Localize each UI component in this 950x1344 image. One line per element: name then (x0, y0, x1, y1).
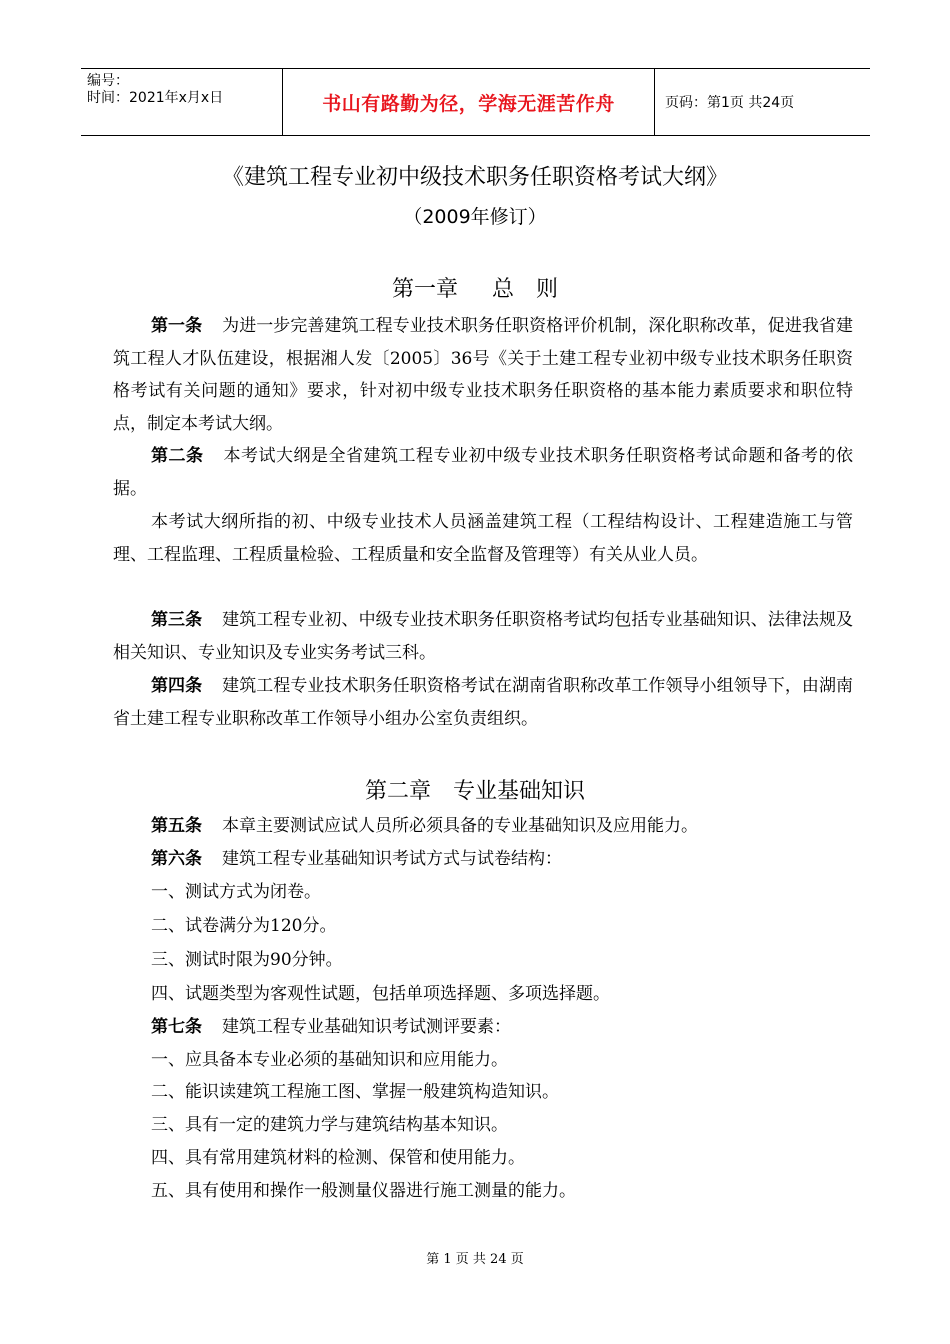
article-7 (151, 1015, 851, 1039)
list-item: 三、测试时限为90分钟。 (151, 950, 343, 970)
document-number: 编号： (87, 73, 129, 89)
list-item: 四、试题类型为客观性试题，包括单项选择题、多项选择题。 (151, 984, 610, 1004)
header-motto-cell (282, 69, 655, 135)
article-3 (113, 604, 853, 669)
list-item: 四、具有常用建筑材料的检测、保管和使用能力。 (151, 1148, 525, 1168)
document-title: 《建筑工程专业初中级技术职务任职资格考试大纲》 (221, 165, 728, 190)
document-subtitle: （2009年修订） (403, 206, 547, 228)
article-4-text: 建筑工程专业技术职务任职资格考试在湖南省职称改革工作领导小组领导下，由湖南省土建工程专业职称改革工作领导小组办公室负责组织。 (113, 676, 854, 729)
list-item: 三、具有一定的建筑力学与建筑结构基本知识。 (151, 1115, 508, 1135)
article-6-label: 第六条 (151, 849, 202, 869)
header-meta (81, 69, 282, 135)
chapter-2-title: 专业基础知识 (453, 779, 586, 804)
article-7-label: 第七条 (151, 1017, 202, 1037)
article-6 (151, 847, 851, 871)
header-motto: 书山有路勤为径，学海无涯苦作舟 (322, 92, 615, 115)
chapter-1-title: 总 则 (492, 277, 559, 302)
article-1 (113, 310, 853, 440)
article-6-text: 建筑工程专业基础知识考试方式与试卷结构： (222, 849, 562, 869)
article-5-text: 本章主要测试应试人员所必须具备的专业基础知识及应用能力。 (222, 816, 698, 836)
chapter-1-number: 第一章 (391, 277, 458, 302)
article-2-text: 本考试大纲是全省建筑工程专业初中级专业技术职务任职资格考试命题和备考的依据。 (113, 446, 853, 499)
chapter-2-heading (0, 774, 950, 805)
article-2 (113, 440, 853, 505)
article-4-label: 第四条 (151, 676, 203, 696)
article-2-scope (113, 506, 853, 571)
page-header (81, 68, 870, 136)
article-5-label: 第五条 (151, 816, 202, 836)
article-1-text: 为进一步完善建筑工程专业技术职务任职资格评价机制，深化职称改革，促进我省建筑工程人才队伍建设，根据湘人发〔2005〕36号《关于土建工程专业初中级专业技术职务任职资格考试有关问题的通知》要求，针对初中级专业技术职务任职资格的基本能力素质要求和职位特点，制定本考试大纲。 (113, 316, 854, 434)
chapter-1-heading (0, 272, 950, 303)
list-item: 一、测试方式为闭卷。 (151, 882, 321, 902)
list-item: 一、应具备本专业必须的基础知识和应用能力。 (151, 1050, 508, 1070)
chapter-2-number: 第二章 (364, 779, 431, 804)
header-page-info: 页码：第1页 共24页 (665, 95, 795, 111)
article-3-text: 建筑工程专业初、中级专业技术职务任职资格考试均包括专业基础知识、法律法规及相关知识、专业知识及专业实务考试三科。 (113, 610, 854, 663)
list-item: 二、试卷满分为120分。 (151, 916, 337, 936)
article-7-text: 建筑工程专业基础知识考试测评要素： (222, 1017, 511, 1037)
list-item: 五、具有使用和操作一般测量仪器进行施工测量的能力。 (151, 1181, 576, 1201)
article-2-label: 第二条 (151, 446, 204, 466)
page-footer: 第 1 页 共 24 页 (426, 1252, 524, 1267)
article-1-label: 第一条 (151, 316, 203, 336)
document-time: 时间：2021年x月x日 (87, 90, 224, 106)
article-5 (151, 814, 851, 838)
article-2-scope-text: 本考试大纲所指的初、中级专业技术人员涵盖建筑工程（工程结构设计、工程建造施工与管理、工程监理、工程质量检验、工程质量和安全监督及管理等）有关从业人员。 (113, 512, 853, 565)
article-3-label: 第三条 (151, 610, 203, 630)
article-4 (113, 670, 853, 735)
list-item: 二、能识读建筑工程施工图、掌握一般建筑构造知识。 (151, 1082, 559, 1102)
